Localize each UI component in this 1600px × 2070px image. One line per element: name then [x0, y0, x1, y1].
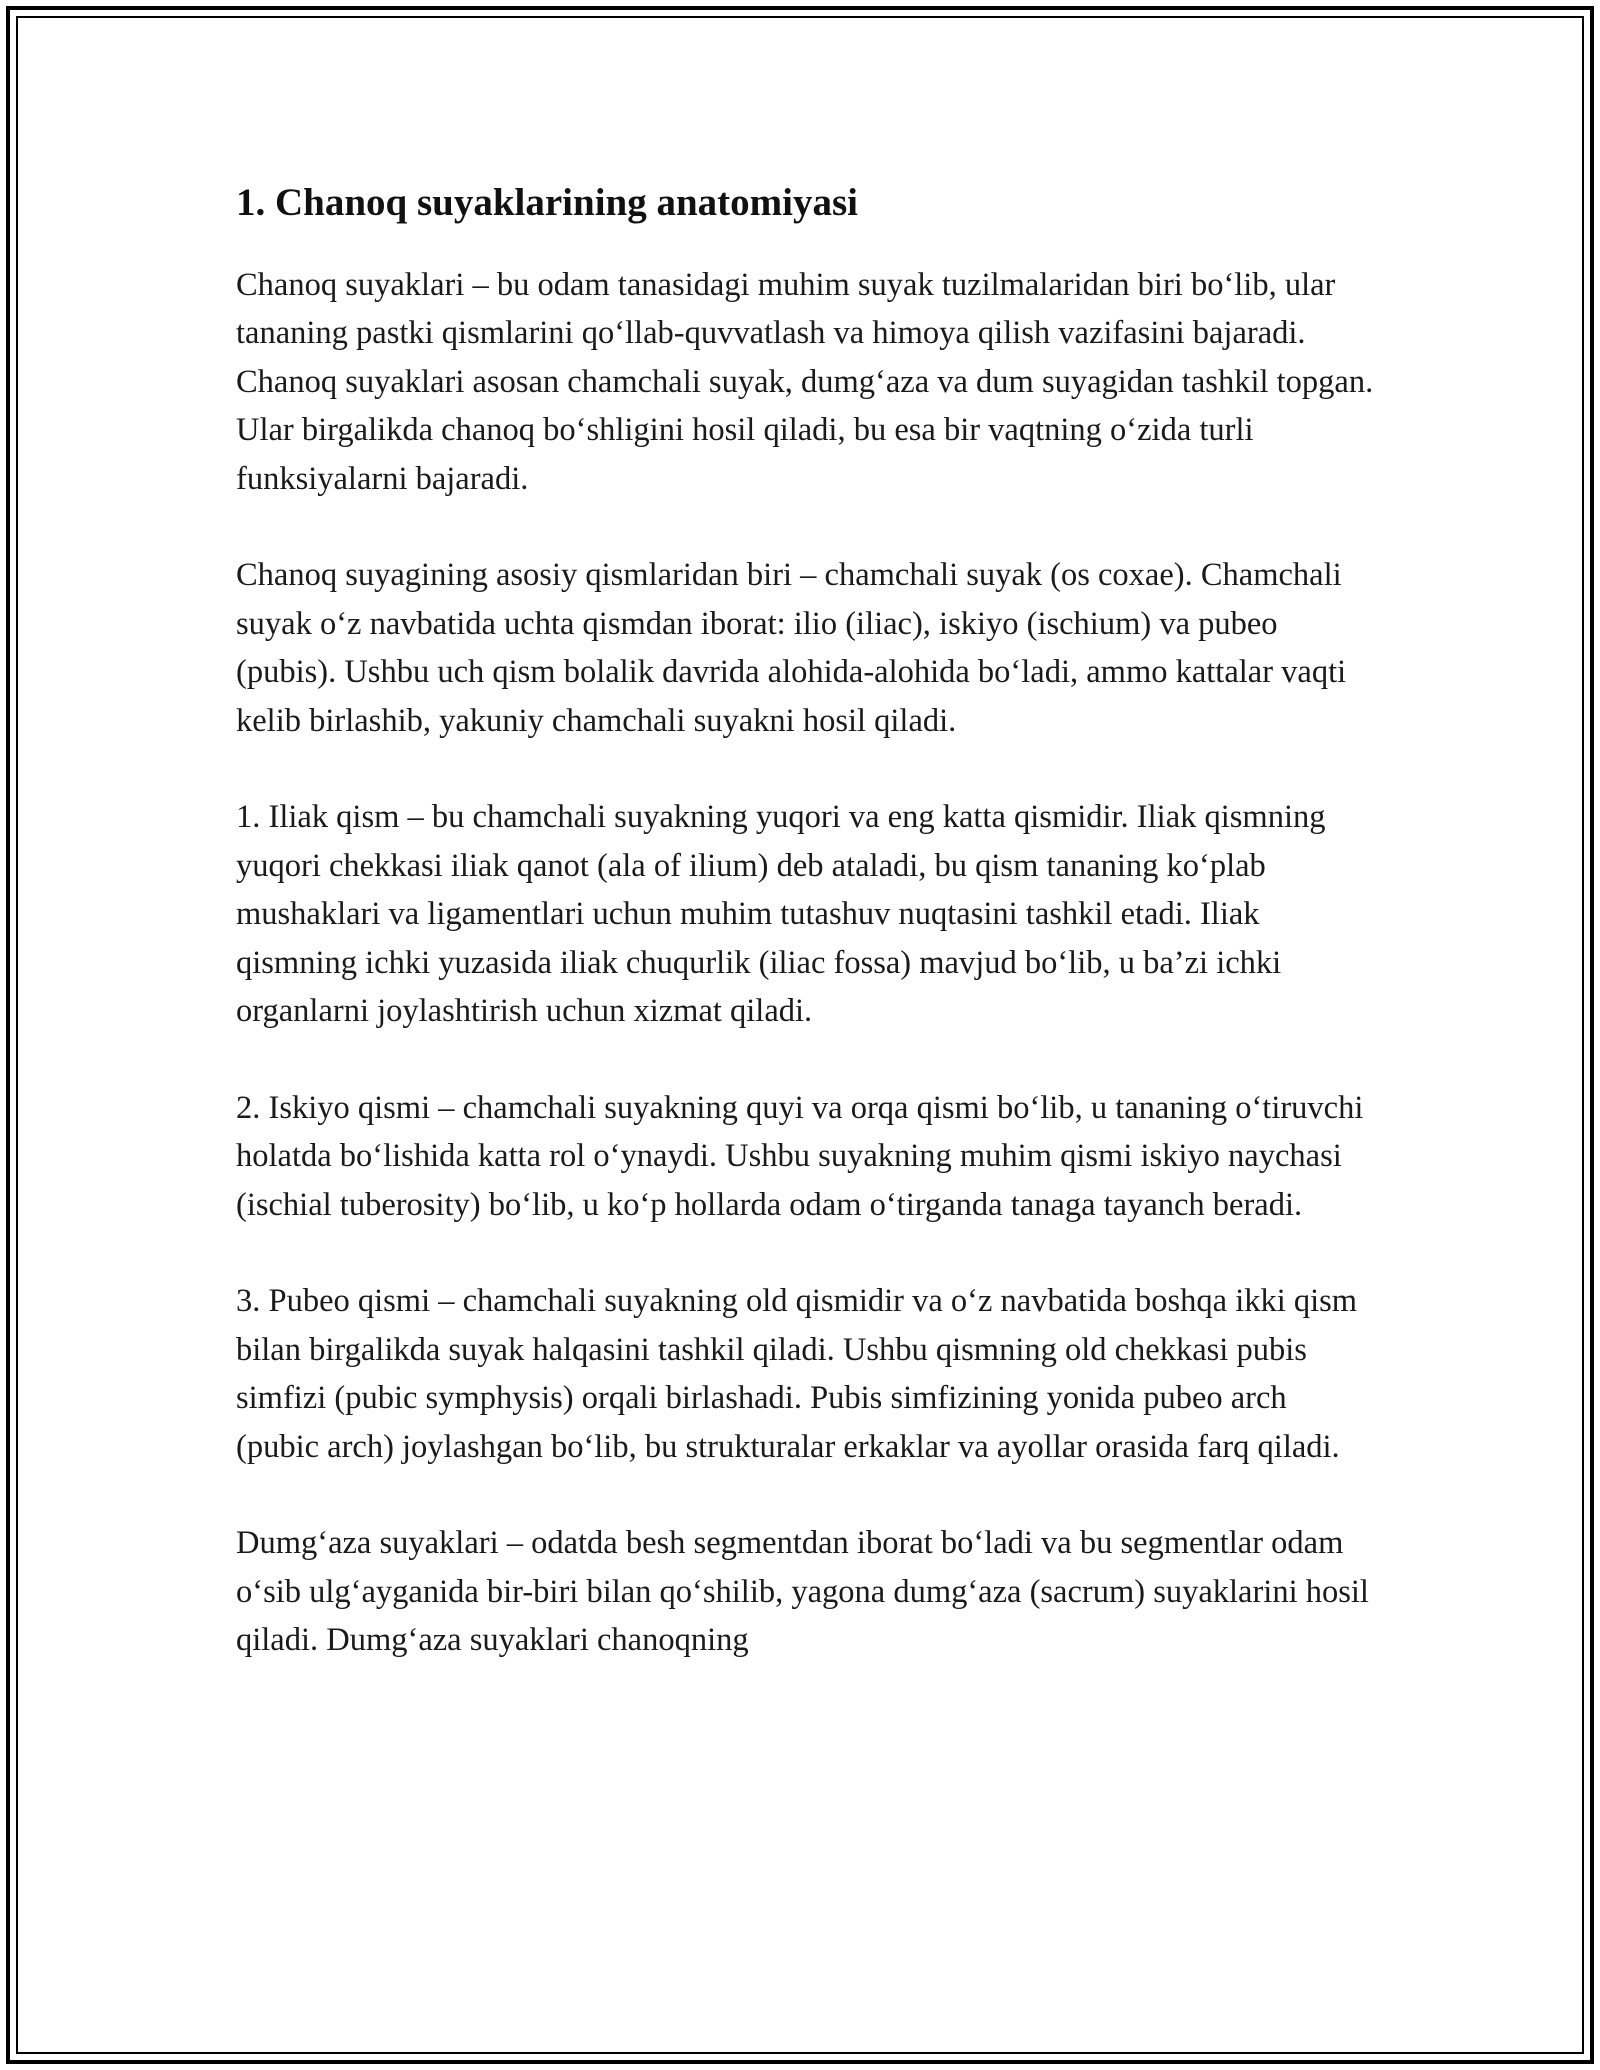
paragraph-iliac-part: 1. Iliak qism – bu chamchali suyakning yuqori va eng katta qismidir. Iliak qismning yuqori chekkasi iliak qanot (ala of ilium) deb ataladi, bu qism tananing ko‘plab mushaklari va ligamentlari uchun muhim tutashuv nuqtasini tashkil etadi. Iliak qismning ichki yuzasida iliak chuqurlik (iliac fossa) mavjud bo‘lib, u ba’zi ichki organlarni joylashtirish uchun xizmat qiladi. — [236, 799, 1326, 1030]
document-body — [236, 180, 1376, 1665]
paragraph-os-coxae: Chanoq suyagining asosiy qismlaridan biri – chamchali suyak (os coxae). Chamchali suyak o‘z navbatida uchta qismdan iborat: ilio (iliac), iskiyo (ischium) va pubeo (pubis). Ushbu uch qism bolalik davrida alohida-alohida bo‘ladi, ammo kattalar vaqti kelib birlashib, yakuniy chamchali suyakni hosil qiladi. — [236, 557, 1347, 739]
paragraph-sacrum: Dumg‘aza suyaklari – odatda besh segmentdan iborat bo‘ladi va bu segmentlar odam o‘sib ulg‘ayganida bir-biri bilan qo‘shilib, yagona dumg‘aza (sacrum) suyaklarini hosil qiladi. Dumg‘aza suyaklari chanoqning — [236, 1525, 1369, 1659]
paragraph-ischium-part: 2. Iskiyo qismi – chamchali suyakning quyi va orqa qismi bo‘lib, u tananing o‘tiruvchi holatda bo‘lishida katta rol o‘ynaydi. Ushbu suyakning muhim qismi iskiyo naychasi (ischial tuberosity) bo‘lib, u ko‘p hollarda odam o‘tirganda tanaga tayanch beradi. — [236, 1089, 1364, 1223]
page-title: 1. Chanoq suyaklarining anatomiyasi — [236, 181, 859, 224]
paragraph-intro: Chanoq suyaklari – bu odam tanasidagi muhim suyak tuzilmalaridan biri bo‘lib, ular tananing pastki qismlarini qo‘llab-quvvatlash va himoya qilish vazifasini bajaradi. Chanoq suyaklari asosan chamchali suyak, dumg‘aza va dum suyagidan tashkil topgan. Ular birgalikda chanoq bo‘shligini hosil qiladi, bu esa bir vaqtning o‘zida turli funksiyalarni bajaradi. — [236, 266, 1374, 497]
paragraph-pubis-part: 3. Pubeo qismi – chamchali suyakning old qismidir va o‘z navbatida boshqa ikki qism bilan birgalikda suyak halqasini tashkil qiladi. Ushbu qismning old chekkasi pubis simfizi (pubic symphysis) orqali birlashadi. Pubis simfizining yonida pubeo arch (pubic arch) joylashgan bo‘lib, bu strukturalar erkaklar va ayollar orasida farq qiladi. — [236, 1283, 1358, 1465]
